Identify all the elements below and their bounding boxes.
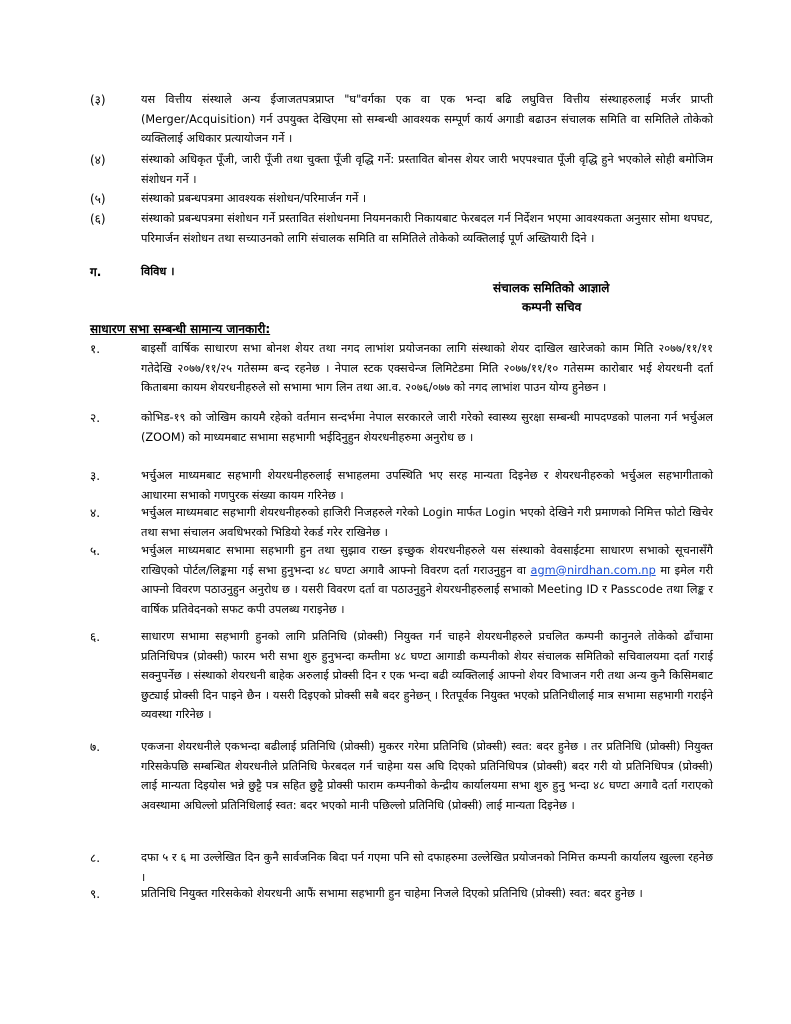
item-text-part: भर्चुअल माध्यमबाट सभामा सहभागी हुन तथा सुझाव राख्न इच्छुक शेयरधनीहरुले यस संस्थाको वेवसाईटमा साधारण सभाको सूचनासँगै राखिएको पोर्टल/लिङ्कमा गई सभा हुनुभन्दा ४८ घण्टा अगावै आफ्नो विवरण दर्ता गराउनुहुन वा [141,544,713,577]
section-label: विविध । [141,265,175,278]
item-text-part: मा इमेल गरी आफ्नो विवरण पठाउनुहुन अनुरोध छ । यसरी विवरण दर्ता वा पठाउनुहुने शेयरधनीहरुलाई सभाको Meeting ID र Passcode तथा लिङ्क र वार्षिक प्रतिवेदनको सफट कपी उपलब्ध गराइनेछ । [141,563,714,616]
item-number: १. [90,342,101,356]
item-number: ७. [90,740,101,754]
item-number: २. [90,411,101,425]
item-text: दफा ५ र ६ मा उल्लेखित दिन कुनै सार्वजनिक बिदा पर्न गएमा पनि सो दफाहरुमा उल्लेखित प्रयोजनको निमित्त कम्पनी कार्यालय खुल्ला रहनेछ । [141,851,713,884]
item-text: भर्चुअल माध्यमबाट सहभागी शेयरधनीहरुलाई सभाहलमा उपस्थिति भए सरह मान्यता दिइनेछ र शेयरधनीहरुको भर्चुअल सहभागीताको आधारमा सभाको गणपुरक संख्या कायम गरिनेछ । [141,469,713,502]
item-text: भर्चुअल माध्यमबाट सहभागी शेयरधनीहरुको हाजिरी निजहरुले गरेको Login मार्फत Login भएको देखिने गरी प्रमाणको निमित्त फोटो खिचेर तथा सभा संचालन अवधिभरको भिडियो रेकर्ड गरेर राखिनेछ । [141,506,713,539]
email-link[interactable]: agm@nirdhan.com.np [530,563,656,577]
item-number: (६) [90,212,106,226]
item-text: संस्थाको प्रबन्धपत्रमा संशोधन गर्ने प्रस्तावित संशोधनमा नियमनकारी निकायबाट फेरबदल गर्न निर्देशन भएमा आवश्यकता अनुसार सोमा थपघट, परिमार्जन संशोधन तथा सच्याउनको लागि संचालक समिति वा समितिले तोकेको व्यक्तिलाई पूर्ण अख्तियारी दिने । [141,212,713,245]
item-text: साधारण सभामा सहभागी हुनको लागि प्रतिनिधि (प्रोक्सी) नियुक्त गर्न चाहने शेयरधनीहरुले प्रचलित कम्पनी कानुनले तोकेको ढाँचामा प्रतिनिधिपत्र (प्रोक्सी) फारम भरी सभा शुरु हुनुभन्दा कम्तीमा ४८ घण्टा आगाडी कम्पनीको शेयर संचालक समितिको सचिवालयमा दर्ता गराई सक्नुपर्नेछ । संस्थाको शेयरधनी बाहेक अरुलाई प्रोक्सी दिन र एक भन्दा बढी व्यक्तिलाई आफ्नो शेयर विभाजन गरी तथा अन्य कुनै किसिमबाट छुट्याई प्रोक्सी दिन पाइने छैन । यसरी दिइएको प्रोक्सी सबै बदर हुनेछन् । रितपूर्वक नियुक्त भएको प्रतिनिधीलाई मात्र सभामा सहभागी गराईने व्यवस्था गरिनेछ । [141,630,713,722]
item-number: ४. [90,506,101,520]
item-text: यस वित्तीय संस्थाले अन्य ईजाजतपत्रप्राप्त "घ"वर्गका एक वा एक भन्दा बढि लघुवित्त वित्तीय संस्थाहरुलाई मर्जर प्राप्ती (Merger/Acquisition) गर्न उपयुक्त देखिएमा सो सम्बन्धी आवश्यक सम्पूर्ण कार्य अगाडी बढाउन संचालक समिति वा समितिले तोकेको व्यक्तिलाई अधिकार प्रत्यायोजन गर्ने । [141,93,713,146]
item-number: (४) [90,153,106,167]
signature-line-2: कम्पनी सचिव [522,300,582,314]
item-number: ६. [90,630,101,644]
item-number: ९. [90,887,101,901]
item-text: कोभिड-१९ को जोखिम कायमै रहेको वर्तमान सन्दर्भमा नेपाल सरकारले जारी गरेको स्वास्थ्य सुरक्षा सम्बन्धी मापदण्डको पालना गर्न भर्चुअल (ZOOM) को माध्यमबाट सभामा सहभागी भईदिनुहुन शेयरधनीहरुमा अनुरोध छ । [141,411,713,444]
section-number: ग. [90,265,102,279]
signature-line-1: संचालक समितिको आज्ञाले [493,281,610,295]
item-number: ३. [90,469,101,483]
item-number: (५) [90,192,106,206]
item-text: बाइसौं वार्षिक साधारण सभा बोनश शेयर तथा नगद लाभांश प्रयोजनका लागि संस्थाको शेयर दाखिल खारेजको काम मिति २०७७/११/११ गतेदेखि २०७७/११/२५ गतेसम्म बन्द रहनेछ । नेपाल स्टक एक्सचेन्ज लिमिटेडमा मिति २०७७/११/१० गतेसम्म कारोबार भई शेयरधनी दर्ता किताबमा कायम शेयरधनीहरुले सो सभामा भाग लिन तथा आ.व. २०७६/०७७ को नगद लाभांश पाउन योग्य हुनेछन । [141,342,713,395]
item-number: ५. [90,544,101,558]
item-text [141,541,713,619]
item-number: (३) [90,93,106,107]
item-text: प्रतिनिधि नियुक्त गरिसकेको शेयरधनी आफैं सभामा सहभागी हुन चाहेमा निजले दिएको प्रतिनिधि (प्रोक्सी) स्वत: बदर हुनेछ । [141,887,643,900]
item-text: संस्थाको अधिकृत पूँजी, जारी पूँजी तथा चुक्ता पूँजी वृद्धि गर्ने: प्रस्तावित बोनस शेयर जारी भएपश्चात पूँजी वृद्धि हुने भएकोले सोही बमोजिम संशोधन गर्ने । [141,153,713,186]
item-text: एकजना शेयरधनीले एकभन्दा बढीलाई प्रतिनिधि (प्रोक्सी) मुकरर गरेमा प्रतिनिधि (प्रोक्सी) स्वत: बदर हुनेछ । तर प्रतिनिधि (प्रोक्सी) नियुक्त गरिसकेपछि सम्बन्धित शेयरधनीले प्रतिनिधि फेरबदल गर्न चाहेमा यस अघि दिएको प्रतिनिधिपत्र (प्रोक्सी) बदर गरी यो प्रतिनिधिपत्र (प्रोक्सी) लाई मान्यता दिइयोस भन्ने छुट्टै पत्र सहित छुट्टै प्रोक्सी फाराम कम्पनीको केन्द्रीय कार्यालयमा सभा शुरु हुनु भन्दा ४८ घण्टा अगावै दर्ता गराएको अवस्थामा अघिल्लो प्रतिनिधिलाई स्वत: बदर भएको मानी पछिल्लो प्रतिनिधि (प्रोक्सी) लाई मान्यता दिइनेछ । [141,740,713,812]
info-title: साधारण सभा सम्बन्धी सामान्य जानकारी: [90,322,271,336]
item-number: ८. [90,851,101,865]
item-text: संस्थाको प्रबन्धपत्रमा आवश्यक संशोधन/परिमार्जन गर्ने । [141,192,367,205]
